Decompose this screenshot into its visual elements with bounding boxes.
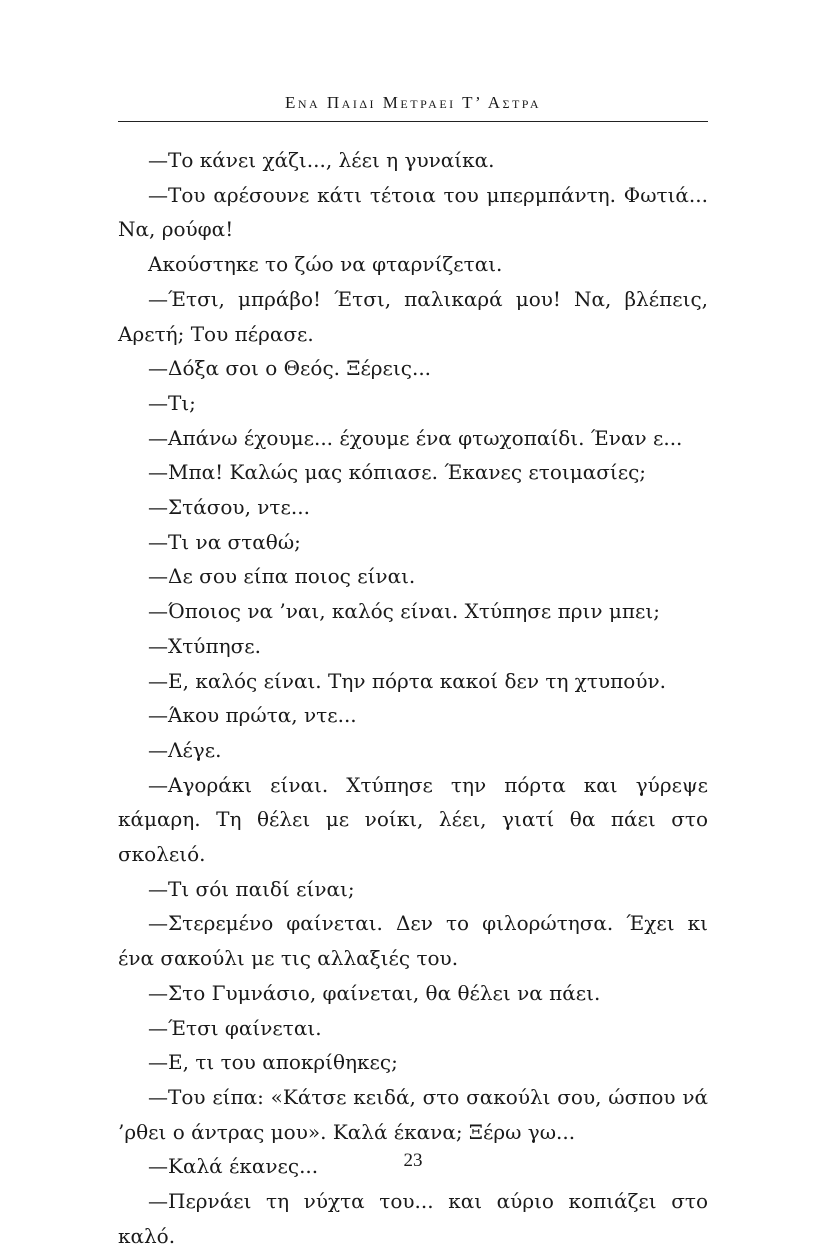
paragraph: —Έτσι, μπράβο! Έτσι, παλικαρά μου! Να, βλέπεις, Αρετή; Του πέρασε. (118, 286, 708, 346)
paragraph: —Δε σου είπα ποιος είναι. (148, 564, 416, 589)
paragraph: —Λέγε. (148, 737, 222, 762)
paragraph: —Άκου πρώτα, ντε... (148, 703, 357, 728)
paragraph: —Του είπα: «Κάτσε κειδά, στο σακούλι σου, ώσπου νά ’ρθει ο άντρας μου». Καλά έκανα; Ξέρω γω... (118, 1084, 708, 1144)
running-head: Ενα Παιδι Μετραει Τ’ Αστρα (284, 93, 542, 112)
paragraph: —Περνάει τη νύχτα του... και αύριο κοπιάζει στο καλό. (118, 1189, 708, 1248)
paragraph: —Μπα! Καλώς μας κόπιασε. Έκανες ετοιμασίες; (148, 460, 647, 485)
paragraph: Ακούστηκε το ζώο να φταρνίζεται. (148, 252, 503, 277)
paragraph: —Ε, τι του αποκρίθηκες; (148, 1050, 398, 1075)
paragraph: —Ε, καλός είναι. Την πόρτα κακοί δεν τη χτυπούν. (148, 668, 666, 693)
paragraph: —Τι; (148, 390, 196, 415)
paragraph: —Τι σόι παιδί είναι; (148, 876, 355, 901)
paragraph: —Αγοράκι είναι. Χτύπησε την πόρτα και γύρεψε κάμαρη. Τη θέλει με νοίκι, λέει, γιατί θα πάει στο σκολειό. (118, 772, 708, 867)
paragraph: —Στερεμένο φαίνεται. Δεν το φιλορώτησα. Έχει κι ένα σακούλι με τις αλλαξιές του. (118, 911, 708, 971)
paragraph: —Απάνω έχουμε... έχουμε ένα φτωχοπαίδι. Έναν ε... (148, 425, 683, 450)
paragraph: —Τι να σταθώ; (148, 529, 301, 554)
page-number: 23 (403, 1150, 423, 1171)
paragraph: —Στο Γυμνάσιο, φαίνεται, θα θέλει να πάει. (148, 980, 601, 1005)
paragraph: —Του αρέσουνε κάτι τέτοια του μπερμπάντη. Φωτιά... Να, ρούφα! (118, 182, 708, 242)
body-text (118, 143, 708, 1254)
paragraph: —Δόξα σοι ο Θεός. Ξέρεις... (148, 356, 432, 381)
header-rule (118, 121, 708, 122)
paragraph: —Καλά έκανες... (148, 1154, 319, 1179)
paragraph: —Το κάνει χάζι..., λέει η γυναίκα. (148, 148, 495, 172)
paragraph: —Όποιος να ’ναι, καλός είναι. Χτύπησε πριν μπει; (148, 599, 660, 624)
paragraph: —Στάσου, ντε... (148, 495, 310, 520)
paragraph: —Χτύπησε. (148, 633, 261, 658)
paragraph: —Έτσι φαίνεται. (148, 1015, 322, 1040)
